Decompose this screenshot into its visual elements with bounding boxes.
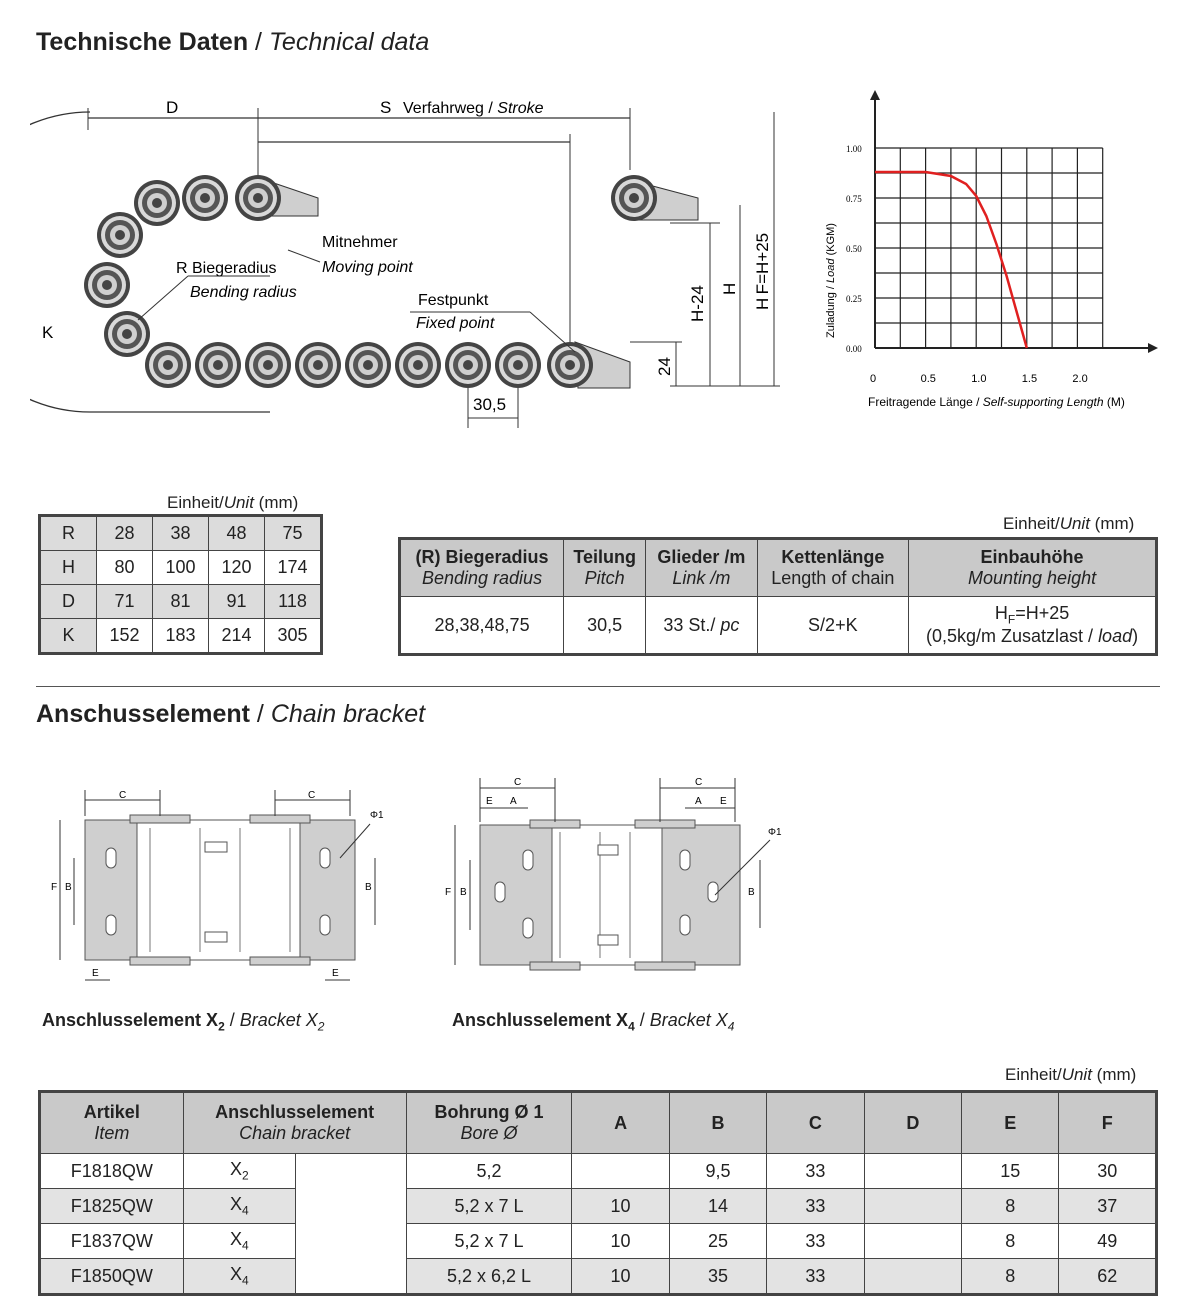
svg-text:C: C <box>695 777 703 788</box>
cell-b: 9,5 <box>669 1154 766 1189</box>
label-d: D <box>166 98 179 117</box>
cell-value: 305 <box>265 619 322 654</box>
header-c: C <box>767 1092 864 1154</box>
x-tick-label: 1.5 <box>1021 373 1038 385</box>
cell-a: 10 <box>572 1259 669 1295</box>
svg-text:C: C <box>514 777 522 788</box>
cell-value: 152 <box>97 619 153 654</box>
label-pitch: 30,5 <box>473 395 507 414</box>
header-bore: Bohrung Ø 1 Bore Ø <box>406 1092 572 1154</box>
cell-value: 120 <box>209 551 265 585</box>
svg-text:Φ1: Φ1 <box>370 810 384 821</box>
bracket-x2-caption: Anschlusselement $X_2$ / Bracket $X_2$ <box>42 1010 325 1034</box>
cell-pitch: 30,5 <box>564 597 646 655</box>
svg-text:E: E <box>92 968 99 979</box>
label-h: H <box>720 282 739 295</box>
cell-bore: 5,2 x 7 L <box>406 1189 572 1224</box>
graph-grid <box>875 148 1103 348</box>
cell-value: 48 <box>209 516 265 551</box>
label-fixed-point: Fixed point <box>416 315 495 332</box>
row-key: D <box>40 585 97 619</box>
svg-text:B: B <box>460 887 467 898</box>
cell-d <box>864 1189 961 1224</box>
unit-label-1: Einheit/Unit (mm) <box>167 493 299 512</box>
header-radius: (R) Biegeradius Bending radius <box>400 539 564 597</box>
svg-text:B: B <box>365 882 372 893</box>
svg-text:E: E <box>486 796 493 807</box>
x-tick-label: 0 <box>870 373 877 385</box>
header-e: E <box>962 1092 1059 1154</box>
label-moving-point: Moving point <box>322 259 413 276</box>
cell-a: 10 <box>572 1189 669 1224</box>
header-length: Kettenlänge Length of chain <box>757 539 909 597</box>
cell-value: 174 <box>265 551 322 585</box>
cell-b: 25 <box>669 1224 766 1259</box>
cell-f: 30 <box>1059 1154 1157 1189</box>
label-stroke: Verfahrweg / Stroke <box>403 100 544 117</box>
header-bracket: Anschlusselement Chain bracket <box>183 1092 406 1154</box>
svg-text:F: F <box>51 882 58 893</box>
cell-e: 8 <box>962 1189 1059 1224</box>
x-tick-label: 2.0 <box>1072 373 1088 385</box>
x-tick-label: 0.5 <box>920 373 936 385</box>
dimension-row <box>40 585 322 619</box>
cell-a <box>572 1154 669 1189</box>
table-row <box>40 1224 1157 1259</box>
row-key: R <box>40 516 97 551</box>
svg-text:E: E <box>332 968 339 979</box>
row-key: K <box>40 619 97 654</box>
y-tick-label: 0.75 <box>846 194 862 204</box>
section-title-chain-bracket: Anschusselement / Chain bracket <box>36 700 426 728</box>
cell-f: 62 <box>1059 1259 1157 1295</box>
cell-c: 33 <box>767 1189 864 1224</box>
cell-value: 183 <box>153 619 209 654</box>
label-festpunkt: Festpunkt <box>418 292 489 309</box>
cell-d <box>864 1259 961 1295</box>
svg-text:Φ1: Φ1 <box>768 827 782 838</box>
cell-value: 28 <box>97 516 153 551</box>
cell-c: 33 <box>767 1224 864 1259</box>
cell-value: 75 <box>265 516 322 551</box>
section-title-technical-data: Technische Daten / Technical data <box>36 28 430 56</box>
label-k: K <box>42 323 54 342</box>
cell-value: 80 <box>97 551 153 585</box>
header-f: F <box>1059 1092 1157 1154</box>
bracket-table <box>38 1090 1158 1296</box>
cell-bracket: $X_4$ <box>183 1189 296 1224</box>
table-row <box>40 1154 1157 1189</box>
label-biegeradius: R Biegeradius <box>176 260 277 277</box>
cell-radius: 28,38,48,75 <box>400 597 564 655</box>
label-24: 24 <box>655 357 674 376</box>
label-hf: H F=H+25 <box>753 232 772 310</box>
svg-text:C: C <box>119 790 127 801</box>
dimension-table <box>38 514 323 655</box>
label-bending-radius: Bending radius <box>190 284 297 301</box>
header-d: D <box>864 1092 961 1154</box>
cell-value: 71 <box>97 585 153 619</box>
cell-value: 91 <box>209 585 265 619</box>
label-mitnehmer: Mitnehmer <box>322 234 398 251</box>
x-axis-label: Freitragende Länge / Self-supporting Length (M) <box>868 395 1125 409</box>
cell-e: 8 <box>962 1259 1059 1295</box>
bracket-x2-drawing <box>40 780 400 990</box>
svg-text:B: B <box>65 882 72 893</box>
cell-item: F1825QW <box>40 1189 184 1224</box>
specification-table <box>398 537 1158 656</box>
y-tick-label: 1.00 <box>846 144 862 154</box>
load-graph <box>820 88 1160 418</box>
label-h-24: H-24 <box>688 285 707 322</box>
svg-text:A: A <box>510 796 517 807</box>
svg-text:E: E <box>720 796 727 807</box>
cell-c: 33 <box>767 1259 864 1295</box>
row-key: H <box>40 551 97 585</box>
bracket-x4-drawing <box>430 770 800 990</box>
cell-b: 14 <box>669 1189 766 1224</box>
header-item: Artikel Item <box>40 1092 184 1154</box>
y-tick-label: 0.25 <box>846 294 862 304</box>
cell-links: 33 St./ pc <box>646 597 757 655</box>
dimension-row <box>40 619 322 654</box>
header-b: B <box>669 1092 766 1154</box>
cell-item: F1850QW <box>40 1259 184 1295</box>
cell-bracket: $X_4$ <box>183 1224 296 1259</box>
chain-drawing <box>30 90 810 440</box>
cell-bore: 5,2 <box>406 1154 572 1189</box>
cell-value: 100 <box>153 551 209 585</box>
cell-value: 81 <box>153 585 209 619</box>
y-tick-label: 0.50 <box>846 244 862 254</box>
dimension-row <box>40 516 322 551</box>
header-pitch: Teilung Pitch <box>564 539 646 597</box>
header-links: Glieder /m Link /m <box>646 539 757 597</box>
cell-length: S/2+K <box>757 597 909 655</box>
y-axis-label: Zuladung / Load (KGM) <box>825 223 837 338</box>
x-tick-labels <box>870 373 1088 385</box>
header-a: A <box>572 1092 669 1154</box>
unit-label-3: Einheit/Unit (mm) <box>1005 1065 1137 1084</box>
header-mounting: Einbauhöhe Mounting height <box>909 539 1157 597</box>
cell-e: 15 <box>962 1154 1059 1189</box>
cell-c: 33 <box>767 1154 864 1189</box>
cell-value: 214 <box>209 619 265 654</box>
cell-f: 37 <box>1059 1189 1157 1224</box>
cell-item: F1837QW <box>40 1224 184 1259</box>
section-divider <box>36 686 1160 687</box>
cell-bracket: $X_4$ <box>183 1259 296 1295</box>
cell-d <box>864 1224 961 1259</box>
cell-e: 8 <box>962 1224 1059 1259</box>
cell-mounting: $H_F=H+25$ (0,5kg/m Zusatzlast / load) <box>909 597 1157 655</box>
label-s: S <box>380 98 392 117</box>
cell-bore: 5,2 x 7 L <box>406 1224 572 1259</box>
y-tick-labels <box>846 144 862 354</box>
x-tick-label: 1.0 <box>971 373 987 385</box>
cell-bracket: $X_2$ <box>183 1154 296 1189</box>
table-row <box>40 1259 1157 1295</box>
unit-label-2: Einheit/Unit (mm) <box>1003 514 1135 533</box>
cell-value: 38 <box>153 516 209 551</box>
svg-text:F: F <box>445 887 452 898</box>
y-tick-label: 0.00 <box>846 344 862 354</box>
cell-d <box>864 1154 961 1189</box>
cell-value: 118 <box>265 585 322 619</box>
dimension-row <box>40 551 322 585</box>
cell-blank <box>296 1154 406 1295</box>
cell-bore: 5,2 x 6,2 L <box>406 1259 572 1295</box>
cell-item: F1818QW <box>40 1154 184 1189</box>
svg-text:A: A <box>695 796 702 807</box>
cell-a: 10 <box>572 1224 669 1259</box>
svg-text:B: B <box>748 887 755 898</box>
bracket-x4-caption: Anschlusselement $X_4$ / Bracket $X_4$ <box>452 1010 735 1034</box>
cell-b: 35 <box>669 1259 766 1295</box>
svg-text:C: C <box>308 790 316 801</box>
cell-f: 49 <box>1059 1224 1157 1259</box>
table-row <box>40 1189 1157 1224</box>
